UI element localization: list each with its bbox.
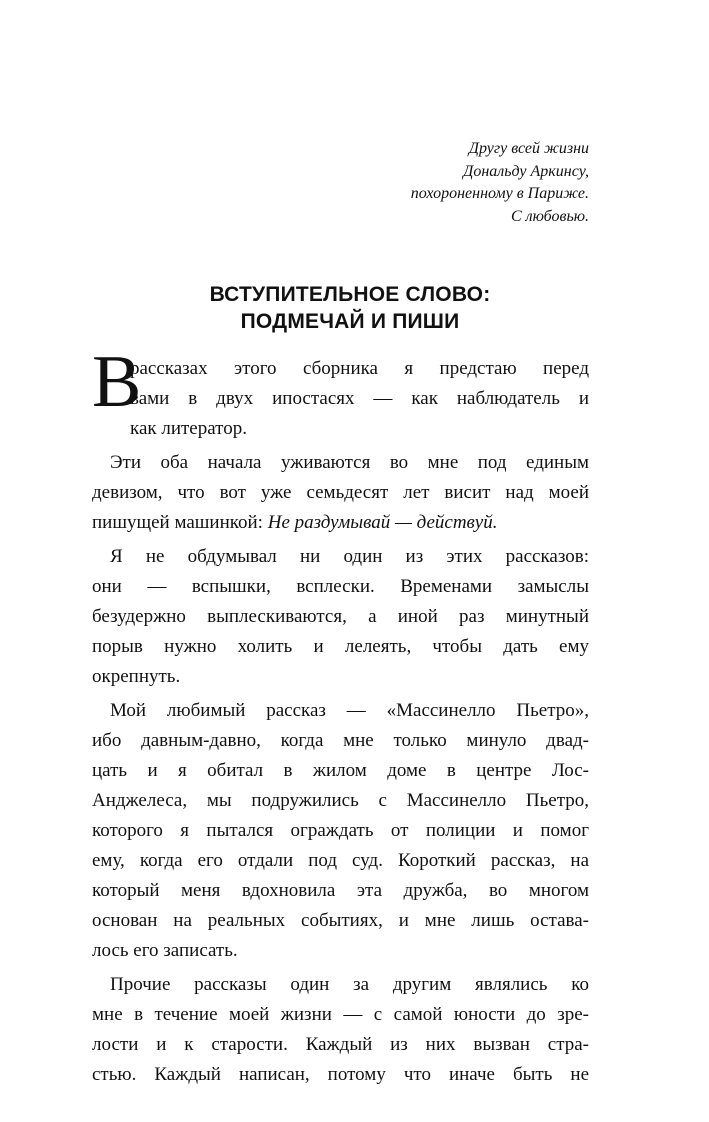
heading-line: ВСТУПИТЕЛЬНОЕ СЛОВО: (209, 283, 491, 306)
text-line: ему, когда его отдали под суд. Короткий рассказ, на (92, 850, 589, 871)
text-line: основан на реальных событиях, и мне лишь остава- (92, 910, 589, 931)
text-line: вами в двух ипостасях — как наблюдатель и (130, 388, 589, 409)
motto: Не раздумывай — действуй. (267, 512, 498, 533)
body-text (92, 354, 589, 1090)
dedication-line: похороненному в Париже. (410, 185, 589, 202)
text-line: лости и к старости. Каждый из них вызван стра- (92, 1034, 589, 1055)
text-line: Анджелеса, мы подружились с Массинелло Пьетро, (92, 790, 589, 811)
text-line: которого я пытался ограждать от полиции и помог (92, 820, 589, 841)
chapter-heading (100, 281, 600, 335)
dedication (411, 138, 589, 228)
text-line: они — вспышки, всплески. Временами замыслы (92, 576, 589, 597)
text-line: ибо давным-давно, когда мне только минуло двад- (92, 730, 589, 751)
drop-cap: В (92, 341, 142, 423)
text-line: девизом, что вот уже семьдесят лет висит над моей (92, 482, 589, 503)
dedication-line: Другу всей жизни (468, 140, 589, 157)
text-line: мне в течение моей жизни — с самой юности до зре- (92, 1004, 589, 1025)
text-line: Эти оба начала уживаются во мне под единым (110, 452, 589, 473)
dedication-line: С любовью. (510, 207, 589, 225)
text-line: как литератор. (130, 418, 247, 439)
text-line: безудержно выплескиваются, а иной раз минутный (92, 606, 589, 627)
text-line: рассказах этого сборника я предстаю перед (130, 358, 589, 379)
text-line: Мой любимый рассказ — «Массинелло Пьетро», (110, 700, 589, 721)
text-line (92, 508, 589, 538)
heading-line: ПОДМЕЧАЙ И ПИШИ (240, 310, 460, 333)
text-line: стью. Каждый написан, потому что иначе быть не (92, 1064, 589, 1085)
text-line: Я не обдумывал ни один из этих рассказов: (110, 546, 589, 567)
text-line: Прочие рассказы один за другим являлись ко (110, 974, 589, 995)
text-line: лось его записать. (92, 940, 238, 961)
text-line: который меня вдохновила эта дружба, во многом (92, 880, 589, 901)
dedication-line: Дональду Аркинсу, (463, 162, 589, 180)
text-line: цать и я обитал в жилом доме в центре Лос- (92, 760, 589, 781)
text-line: окрепнуть. (92, 666, 181, 687)
text-fragment: пишущей машинкой: (92, 512, 268, 533)
text-line: порыв нужно холить и лелеять, чтобы дать ему (92, 636, 589, 657)
